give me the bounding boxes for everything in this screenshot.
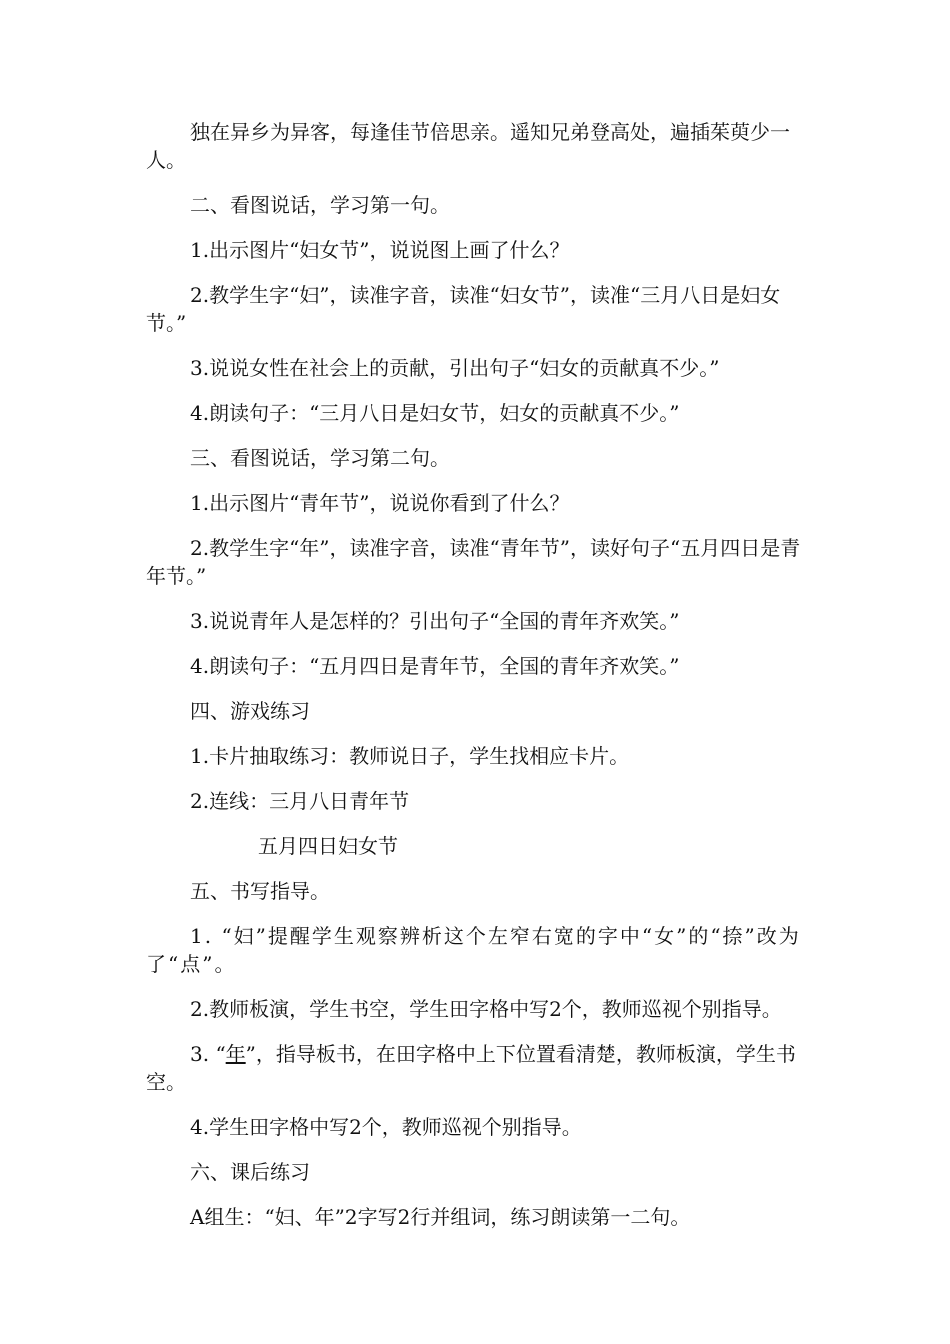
document-body [146, 118, 810, 1248]
list-item: 1.出示图片“青年节”，说说你看到了什么？ [190, 491, 570, 515]
section-heading-5: 五、书写指导。 [190, 879, 330, 903]
item-rest: ”，指导板书，在田字格中上下位置看清楚，教师板演，学生书空。 [146, 1042, 796, 1094]
list-item: 2.教学生字“年”，读准字音，读准“青年节”，读好句子“五月四日是青年节。” [146, 536, 801, 588]
list-item: 4.朗读句子：“三月八日是妇女节，妇女的贡献真不少。” [190, 401, 680, 425]
section-heading-2: 二、看图说话，学习第一句。 [190, 193, 450, 217]
list-item: 3.说说女性在社会上的贡献，引出句子“妇女的贡献真不少。” [190, 356, 720, 380]
list-item: 1.出示图片“妇女节”，说说图上画了什么？ [190, 238, 570, 262]
list-item: 4.学生田字格中写2个，教师巡视个别指导。 [190, 1115, 582, 1139]
list-item: 2.连线：三月八日青年节 [190, 789, 410, 813]
list-item: 4.朗读句子：“五月四日是青年节，全国的青年齐欢笑。” [190, 654, 680, 678]
list-item: 1. “妇”提醒学生观察辨析这个左窄右宽的字中“女”的“捺”改为了“点”。 [146, 924, 801, 976]
section-heading-3: 三、看图说话，学习第二句。 [190, 446, 450, 470]
section-heading-6: 六、课后练习 [190, 1160, 310, 1184]
underlined-character: 年 [225, 1042, 246, 1066]
list-item [146, 1040, 810, 1096]
exercise-item: A组生：“妇、年”2字写2行并组词，练习朗读第一二句。 [190, 1205, 691, 1229]
item-prefix: 3. “ [190, 1042, 226, 1066]
poem-paragraph: 独在异乡为异客，每逢佳节倍思亲。遥知兄弟登高处，遍插茱萸少一人。 [146, 120, 790, 172]
list-item: 1.卡片抽取练习：教师说日子，学生找相应卡片。 [190, 744, 630, 768]
list-item: 3.说说青年人是怎样的？引出句子“全国的青年齐欢笑。” [190, 609, 680, 633]
list-item: 2.教师板演，学生书空，学生田字格中写2个，教师巡视个别指导。 [190, 997, 782, 1021]
matching-line: 五月四日妇女节 [258, 834, 398, 858]
section-heading-4: 四、游戏练习 [190, 699, 310, 723]
list-item: 2.教学生字“妇”，读准字音，读准“妇女节”，读准“三月八日是妇女节。” [146, 283, 781, 335]
